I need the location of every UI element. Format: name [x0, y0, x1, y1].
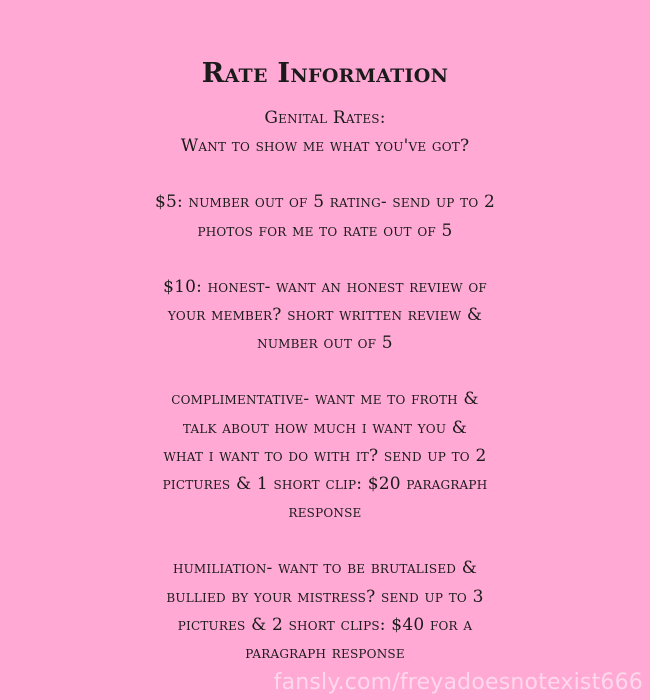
humiliation-line: paragraph response: [245, 643, 405, 664]
humiliation-package: [70, 554, 580, 667]
complimentative-line: pictures & 1 short clip: $20 paragraph: [162, 474, 488, 495]
genital-rates-question: Want to show me what you've got?: [180, 136, 470, 157]
complimentative-line: talk about how much i want you &: [182, 417, 468, 438]
rating-package-line: $5: number out of 5 rating- send up to 2: [154, 192, 495, 213]
rating-package-line: photos for me to rate out of 5: [197, 220, 453, 241]
honest-review-line: $10: honest- want an honest review of: [163, 276, 487, 297]
complimentative-line: what i want to do with it? send up to 2: [163, 445, 487, 466]
rate-details: [70, 104, 580, 667]
honest-review-line: number out of 5: [257, 333, 393, 354]
watermark: fansly.com/freyadoesnotexist666: [273, 670, 643, 695]
honest-review-line: your member? short written review &: [167, 305, 483, 326]
humiliation-line: humiliation- want to be brutalised &: [172, 558, 478, 579]
humiliation-line: pictures & 2 short clips: $40 for a: [177, 614, 473, 635]
rating-package: [70, 188, 580, 244]
complimentative-line: response: [288, 502, 362, 523]
complimentative-package: [70, 385, 580, 526]
complimentative-line: complimentative- want me to froth &: [171, 389, 479, 410]
page-title: Rate Information: [201, 58, 449, 90]
humiliation-line: bullied by your mistress? send up to 3: [166, 586, 484, 607]
genital-rates-intro: [70, 104, 580, 160]
honest-review-package: [70, 273, 580, 358]
genital-rates-heading: Genital Rates:: [264, 108, 386, 128]
